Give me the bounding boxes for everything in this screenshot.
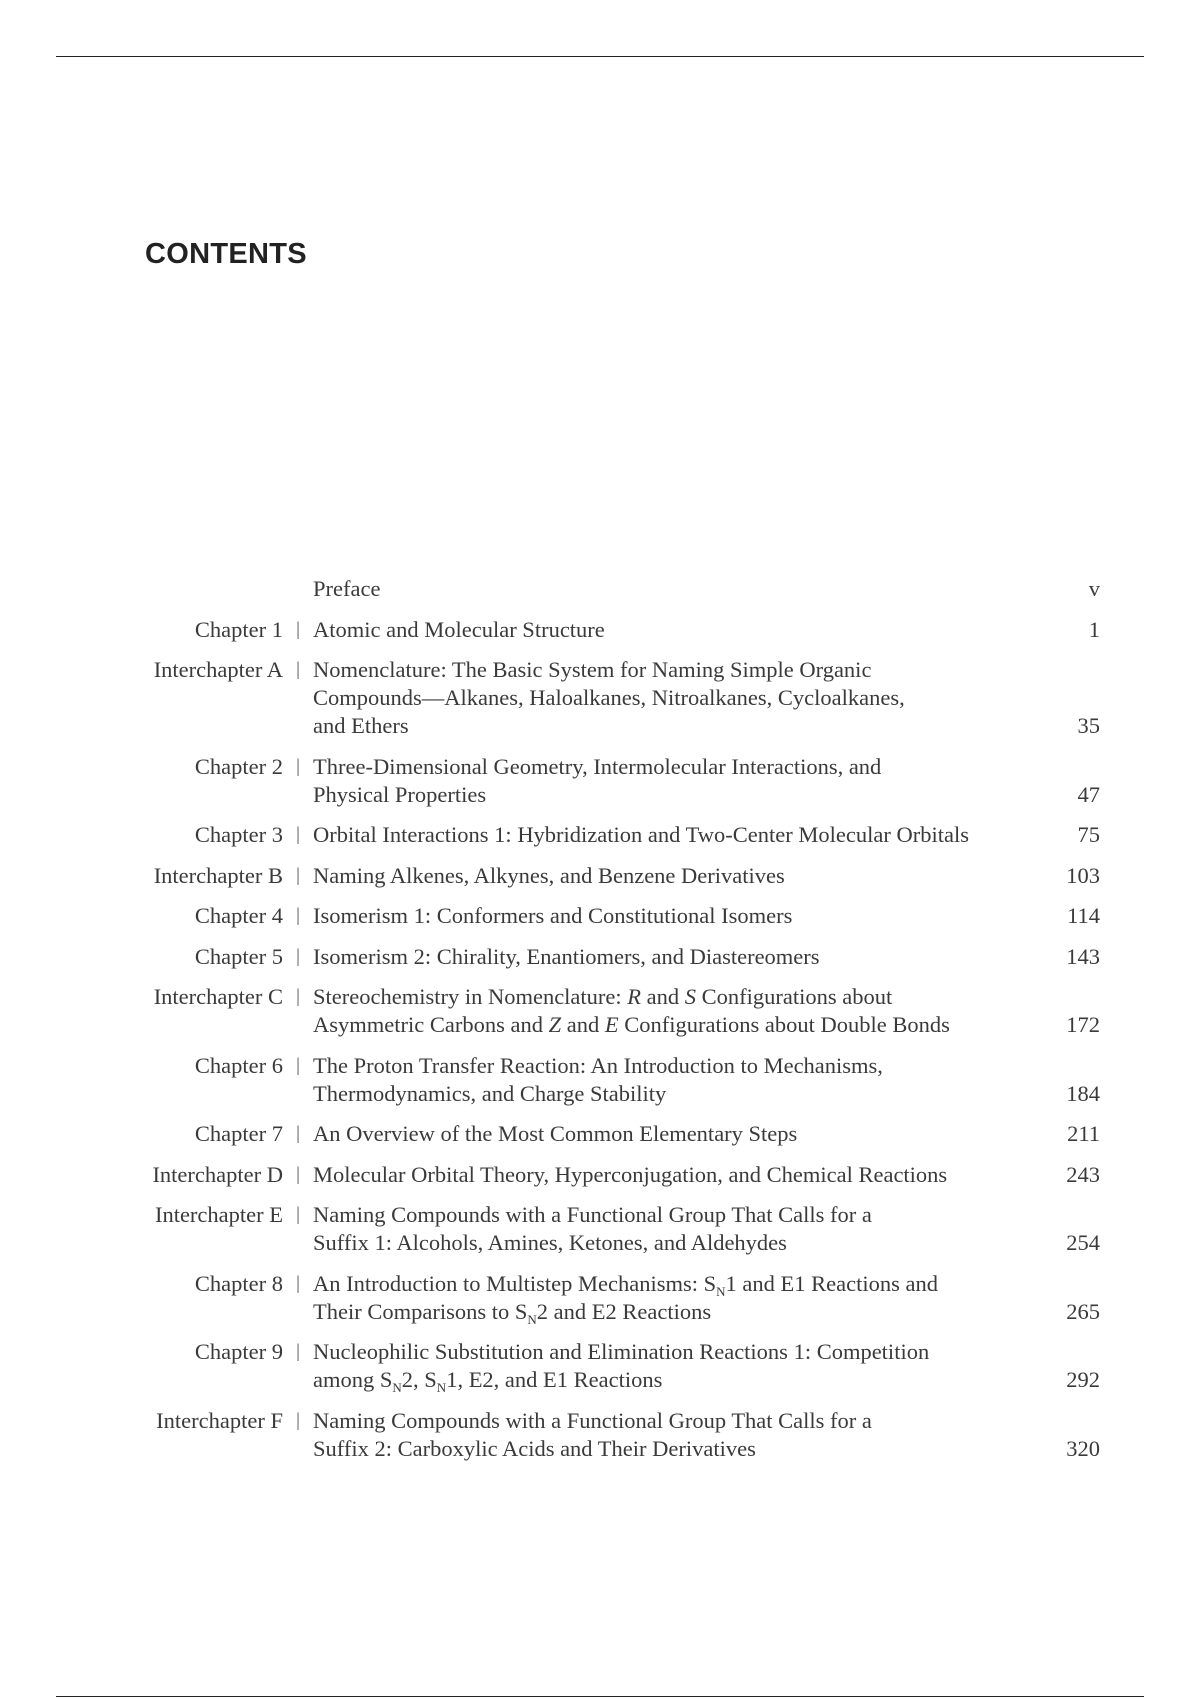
toc-entry-title-line: Nucleophilic Substitution and Elimination Reactions 1: Competition (313, 1339, 930, 1364)
toc-entry (0, 1120, 1200, 1148)
toc-entry (0, 616, 1200, 644)
toc-entry-title-line: Suffix 1: Alcohols, Amines, Ketones, and Aldehydes (313, 1230, 787, 1255)
toc-entry-title-line: Asymmetric Carbons and Z and E Configurations about Double Bonds (313, 1012, 950, 1037)
toc-entry (0, 1270, 1200, 1326)
toc-entry-title (313, 656, 1043, 740)
toc-entry (0, 983, 1200, 1039)
toc-page-number: 254 (1066, 1230, 1100, 1255)
toc-entry-title-line: Naming Alkenes, Alkynes, and Benzene Derivatives (313, 862, 785, 888)
toc-entry-title-line: The Proton Transfer Reaction: An Introduction to Mechanisms, (313, 1052, 883, 1078)
toc-entry-title (313, 1270, 1043, 1326)
toc-separator: | (296, 986, 300, 1007)
toc-entry-label: Chapter 5 (194, 943, 283, 969)
toc-entry-title-line: Their Comparisons to $S_N2$ and E2 Reactions (313, 1298, 712, 1327)
toc-entry-label: Interchapter B (153, 862, 283, 888)
table-of-contents (0, 575, 1200, 1475)
toc-page-number: 103 (1066, 862, 1100, 888)
toc-entry-title-line: Orbital Interactions 1: Hybridization and Two-Center Molecular Orbitals (313, 822, 969, 847)
toc-entry-title (313, 821, 1043, 849)
toc-entry-title-line: Naming Compounds with a Functional Group That Calls for a (313, 1407, 872, 1433)
toc-separator: | (296, 1163, 300, 1185)
toc-separator: | (296, 1054, 300, 1076)
toc-entry-title-line: Atomic and Molecular Structure (313, 616, 605, 642)
toc-entry-label: Chapter 3 (194, 822, 283, 847)
toc-entry (0, 1161, 1200, 1189)
toc-entry (0, 821, 1200, 849)
toc-entry-title (313, 1161, 1043, 1189)
toc-separator: | (296, 905, 300, 926)
toc-entry-title-line: An Overview of the Most Common Elementary Steps (313, 1121, 798, 1146)
toc-entry (0, 902, 1200, 930)
toc-entry-label: Interchapter F (156, 1407, 283, 1433)
toc-separator: | (296, 618, 300, 640)
toc-entry-title-line: Nomenclature: The Basic System for Naming Simple Organic (313, 657, 872, 682)
toc-entry-title (313, 575, 1043, 603)
toc-separator: | (296, 1123, 300, 1144)
toc-entry-title-line: Suffix 2: Carboxylic Acids and Their Derivatives (313, 1435, 756, 1461)
toc-entry (0, 1338, 1200, 1394)
toc-separator: | (296, 1341, 300, 1362)
toc-separator: | (296, 659, 300, 680)
toc-entry-title-line: Isomerism 1: Conformers and Constitutional Isomers (313, 903, 793, 928)
toc-entry-label: Chapter 7 (194, 1121, 283, 1146)
toc-separator: | (296, 755, 300, 777)
toc-entry-title (313, 1120, 1043, 1148)
toc-entry (0, 753, 1200, 809)
toc-entry (0, 1052, 1200, 1108)
toc-page-number: v (1088, 576, 1100, 601)
toc-entry-title (313, 1407, 1043, 1463)
toc-entry-label: Chapter 1 (194, 616, 283, 642)
toc-page-number: 114 (1067, 903, 1100, 928)
toc-separator: | (296, 1204, 300, 1225)
toc-entry-title-line: Molecular Orbital Theory, Hyperconjugation, and Chemical Reactions (313, 1161, 948, 1187)
toc-separator: | (296, 864, 300, 886)
toc-entry-title (313, 1338, 1043, 1394)
toc-entry-title-line: Isomerism 2: Chirality, Enantiomers, and Diastereomers (313, 943, 820, 969)
toc-entry-title (313, 1201, 1043, 1257)
toc-entry-label: Interchapter E (154, 1202, 283, 1227)
toc-page-number: 75 (1077, 822, 1100, 847)
toc-separator: | (296, 824, 300, 845)
toc-entry (0, 656, 1200, 740)
toc-page-number: 172 (1066, 1012, 1100, 1037)
toc-entry-title (313, 943, 1043, 971)
toc-entry-label: Chapter 2 (194, 753, 283, 779)
top-rule (56, 56, 1144, 57)
toc-page-number: 320 (1066, 1435, 1100, 1461)
page-title: CONTENTS (145, 238, 307, 270)
toc-page-number: 292 (1066, 1367, 1100, 1392)
toc-page-number: 265 (1066, 1298, 1100, 1324)
toc-entry-title (313, 753, 1043, 809)
toc-entry-label: Interchapter A (153, 657, 283, 682)
toc-separator: | (296, 1272, 300, 1294)
toc-entry-title-line: Preface (313, 576, 381, 601)
toc-entry-label: Chapter 4 (194, 903, 283, 928)
toc-entry-title (313, 616, 1043, 644)
toc-entry-title-line: Three-Dimensional Geometry, Intermolecular Interactions, and (313, 753, 882, 779)
toc-entry-label: Interchapter C (153, 984, 283, 1009)
toc-entry-title-line: An Introduction to Multistep Mechanisms: $S_N1$ and E1 Reactions and (313, 1270, 938, 1299)
toc-entry (0, 862, 1200, 890)
toc-entry (0, 943, 1200, 971)
toc-entry-label: Chapter 6 (194, 1052, 283, 1078)
toc-entry-title (313, 983, 1043, 1039)
toc-entry (0, 1407, 1200, 1463)
toc-entry-title-line: Naming Compounds with a Functional Group That Calls for a (313, 1202, 872, 1227)
toc-entry-title-line: Thermodynamics, and Charge Stability (313, 1080, 667, 1106)
toc-entry (0, 1201, 1200, 1257)
toc-entry-title (313, 902, 1043, 930)
toc-entry-title-line: among $S_N2$, $S_N1$, E2, and E1 Reactions (313, 1367, 663, 1395)
toc-entry-title-line: and Ethers (313, 713, 409, 738)
toc-entry-title-line: Compounds—Alkanes, Haloalkanes, Nitroalkanes, Cycloalkanes, (313, 685, 905, 710)
toc-page-number: 47 (1077, 781, 1100, 807)
toc-entry-title-line: Stereochemistry in Nomenclature: R and S Configurations about (313, 984, 893, 1009)
toc-entry-title (313, 1052, 1043, 1108)
toc-page-number: 1 (1088, 616, 1100, 642)
toc-entry-title (313, 862, 1043, 890)
toc-entry-label: Interchapter D (152, 1161, 283, 1187)
toc-page-number: 35 (1077, 713, 1100, 738)
toc-entry (0, 575, 1200, 603)
toc-entry-label: Chapter 8 (194, 1270, 283, 1296)
toc-entry-title-line: Physical Properties (313, 781, 487, 807)
toc-entry-label: Chapter 9 (194, 1339, 283, 1364)
toc-page-number: 211 (1067, 1121, 1100, 1146)
toc-separator: | (296, 1409, 300, 1431)
toc-page-number: 243 (1066, 1161, 1100, 1187)
toc-page-number: 143 (1066, 943, 1100, 969)
bottom-rule (56, 1696, 1144, 1697)
toc-separator: | (296, 945, 300, 967)
toc-page-number: 184 (1066, 1080, 1100, 1106)
